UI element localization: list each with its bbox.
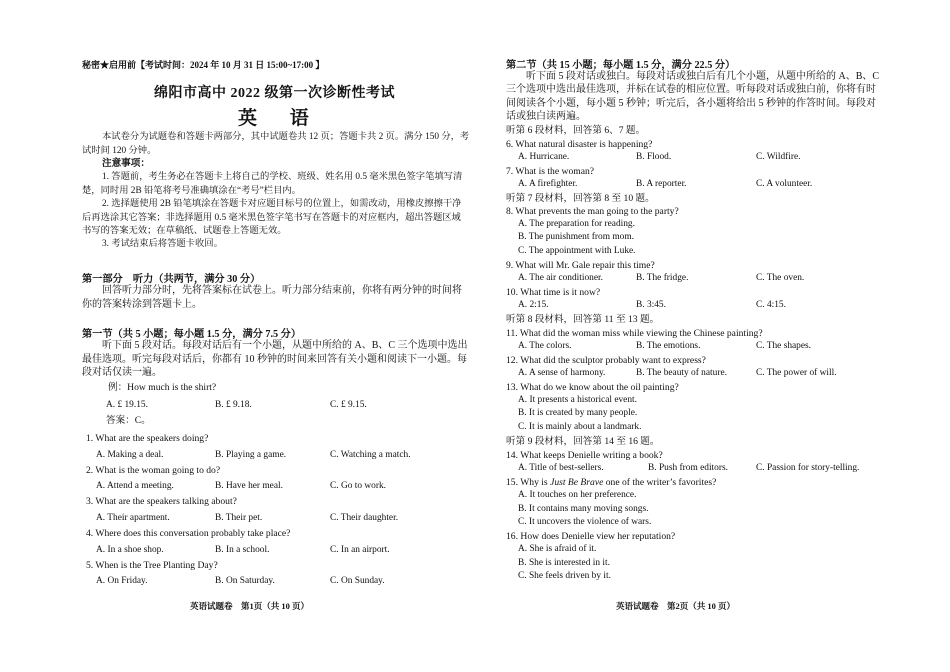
q2-option-a: A. Attend a meeting. — [96, 481, 174, 491]
material-8: 听第 8 段材料，回答第 11 至 13 题。 — [506, 314, 660, 325]
q15-option-c: C. It uncovers the violence of wars. — [518, 517, 652, 527]
part1-desc: 回答听力部分时，先将答案标在试卷上。听力部分结束前，你将有两分钟的时间将你的答案转涂到答题卡上。 — [82, 285, 462, 310]
q7-option-c: C. A volunteer. — [756, 179, 813, 189]
q10-option-c: C. 4:15. — [756, 300, 786, 310]
q13-option-b: B. It is created by many people. — [518, 408, 638, 418]
q8-option-a: A. The preparation for reading. — [518, 219, 635, 229]
example-answer: 答案：C。 — [106, 415, 151, 426]
q15-text-start: 15. Why is — [506, 477, 551, 488]
q6-option-a: A. Hurricane. — [518, 152, 570, 162]
q9-option-c: C. The oven. — [756, 273, 805, 283]
exam-title: 绵阳市高中 2022 级第一次诊断性考试 — [154, 86, 395, 101]
confidential-line: 秘密★启用前【考试时间：2024 年 10 月 31 日 15:00~17:00 】 — [82, 60, 325, 70]
q4-option-b: B. In a school. — [215, 545, 270, 555]
page-1-footer: 英语试题卷 第1页（共 10 页） — [190, 601, 310, 611]
part1-title: 第一部分 听力（共两节，满分 30 分） — [82, 274, 261, 285]
q8-option-c: C. The appointment with Luke. — [518, 246, 636, 256]
question-9: 9. What will Mr. Gale repair this time? — [506, 260, 655, 271]
q14-option-b: B. Push from editors. — [648, 463, 728, 473]
question-2: 2. What is the woman going to do? — [86, 465, 221, 476]
q2-option-c: C. Go to work. — [330, 481, 386, 491]
subject-title: 英 语 — [238, 108, 323, 129]
example-option-c: C. £ 9.15. — [330, 400, 367, 410]
question-6: 6. What natural disaster is happening? — [506, 139, 653, 150]
q14-option-a: A. Title of best-sellers. — [518, 463, 604, 473]
q10-option-b: B. 3:45. — [636, 300, 666, 310]
q14-option-c: C. Passion for story-telling. — [756, 463, 860, 473]
example-option-a: A. £ 19.15. — [106, 400, 148, 410]
q12-option-a: A. A sense of harmony. — [518, 368, 606, 378]
question-7: 7. What is the woman? — [506, 166, 595, 177]
q15-text-end: one of the writer’s favorites? — [603, 477, 717, 488]
section2-desc: 听下面 5 段对话或独白。每段对话或独白后有几个小题，从题中所给的 A、B、C 三个选项中选出最佳选项，并标在试卷的相应位置。听每段对话或独白前，你将有时间阅读各个小题，每小题 5 秒钟；听完后，各小题将给出 5 秒钟的作答时间。每段对话或独白读两遍。 — [506, 71, 880, 122]
q3-option-b: B. Their pet. — [215, 513, 263, 523]
q9-option-a: A. The air conditioner. — [518, 273, 603, 283]
question-16: 16. How does Denielle view her reputation? — [506, 531, 676, 542]
q5-option-a: A. On Friday. — [96, 576, 148, 586]
material-6: 听第 6 段材料，回答第 6、7 题。 — [506, 125, 646, 136]
intro-text: 本试卷分为试题卷和答题卡两部分，其中试题卷共 12 页；答题卡共 2 页。满分 150 分，考试时间 120 分钟。 — [82, 132, 470, 156]
material-9: 听第 9 段材料，回答第 14 至 16 题。 — [506, 436, 660, 447]
q3-option-a: A. Their apartment. — [96, 513, 170, 523]
question-12: 12. What did the sculptor probably want to express? — [506, 355, 706, 366]
notice-3: 3. 考试结束后将答题卡收回。 — [102, 239, 223, 249]
q1-option-b: B. Playing a game. — [215, 450, 287, 460]
question-10: 10. What time is it now? — [506, 287, 601, 298]
q9-option-b: B. The fridge. — [636, 273, 689, 283]
question-14: 14. What keeps Denielle writing a book? — [506, 450, 663, 461]
question-15 — [506, 476, 716, 490]
q4-option-a: A. In a shoe shop. — [96, 545, 164, 555]
page-2-footer: 英语试题卷 第2页（共 10 页） — [616, 601, 736, 611]
section2-title: 第二节（共 15 小题；每小题 1.5 分，满分 22.5 分） — [506, 60, 736, 71]
q13-option-c: C. It is mainly about a landmark. — [518, 422, 642, 432]
question-4: 4. Where does this conversation probably take place? — [86, 528, 291, 539]
q11-option-b: B. The emotions. — [636, 341, 701, 351]
section1-desc: 听下面 5 段对话。每段对话后有一个小题，从题中所给的 A、B、C 三个选项中选出最佳选项。听完每段对话后，你都有 10 秒钟的时间来回答有关小题和阅读下一小题。每段对话仅读一遍。 — [82, 340, 468, 379]
q1-option-a: A. Making a deal. — [96, 450, 164, 460]
material-7: 听第 7 段材料，回答第 8 至 10 题。 — [506, 193, 655, 204]
q13-option-a: A. It presents a historical event. — [518, 395, 637, 405]
q15-option-b: B. It contains many moving songs. — [518, 504, 649, 514]
question-5: 5. When is the Tree Planting Day? — [86, 560, 218, 571]
q5-option-c: C. On Sunday. — [330, 576, 385, 586]
q8-option-b: B. The punishment from mom. — [518, 232, 634, 242]
q6-option-b: B. Flood. — [636, 152, 672, 162]
q7-option-a: A. A firefighter. — [518, 179, 578, 189]
q11-option-c: C. The shapes. — [756, 341, 812, 351]
q11-option-a: A. The colors. — [518, 341, 572, 351]
q1-option-c: C. Watching a match. — [330, 450, 411, 460]
notice-2: 2. 选择题使用 2B 铅笔填涂在答题卡对应题目标号的位置上，如需改动，用橡皮擦擦干净后再选涂其它答案；非选择题用 0.5 毫米黑色签字笔书写在答题卡的对应框内，超出答题区域书写的答案无效；在草稿纸、试题卷上答题无效。 — [82, 199, 462, 237]
q3-option-c: C. Their daughter. — [330, 513, 399, 523]
q16-option-b: B. She is interested in it. — [518, 558, 610, 568]
example-option-b: B. £ 9.18. — [215, 400, 252, 410]
q7-option-b: B. A reporter. — [636, 179, 687, 189]
q2-option-b: B. Have her meal. — [215, 481, 283, 491]
example-question: 例：How much is the shirt? — [108, 382, 217, 393]
question-13: 13. What do we know about the oil painting? — [506, 382, 679, 393]
notice-1: 1. 答题前，考生务必在答题卡上将自己的学校、班级、姓名用 0.5 毫米黑色签字笔填写清楚，同时用 2B 铅笔将考号准确填涂在“考号”栏目内。 — [82, 172, 463, 196]
q5-option-b: B. On Saturday. — [215, 576, 275, 586]
notice-title: 注意事项： — [102, 158, 150, 169]
question-3: 3. What are the speakers talking about? — [86, 496, 237, 507]
question-8: 8. What prevents the man going to the party? — [506, 206, 679, 217]
q12-option-c: C. The power of will. — [756, 368, 837, 378]
q16-option-a: A. She is afraid of it. — [518, 544, 597, 554]
section1-title: 第一节（共 5 小题；每小题 1.5 分，满分 7.5 分） — [82, 329, 302, 340]
q12-option-b: B. The beauty of nature. — [636, 368, 727, 378]
question-1: 1. What are the speakers doing? — [86, 433, 209, 444]
question-11: 11. What did the woman miss while viewing the Chinese painting? — [506, 328, 763, 339]
q6-option-c: C. Wildfire. — [756, 152, 801, 162]
q15-book-title: Just Be Brave — [550, 477, 604, 488]
q16-option-c: C. She feels driven by it. — [518, 571, 611, 581]
q10-option-a: A. 2:15. — [518, 300, 549, 310]
q15-option-a: A. It touches on her preference. — [518, 490, 637, 500]
q4-option-c: C. In an airport. — [330, 545, 390, 555]
